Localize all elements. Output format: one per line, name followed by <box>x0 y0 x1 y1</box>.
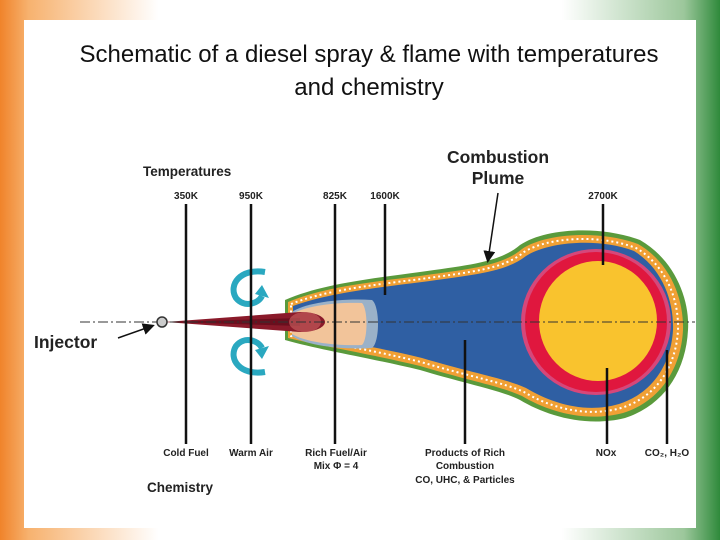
temp-label-825k: 825K <box>323 191 347 202</box>
chem-rich-mix: Mix Φ = 4 <box>313 461 359 472</box>
chem-products-line-2: Combustion <box>435 461 495 472</box>
title-line-2: and chemistry <box>294 74 444 101</box>
chem-products-line-3: CO, UHC, & Particles <box>415 475 515 486</box>
chem-co2-h2o: CO₂, H₂O <box>644 448 690 459</box>
temp-label-1600k: 1600K <box>370 191 400 202</box>
injector-pointer-arrow <box>118 326 152 338</box>
flame-yellow-core <box>539 261 657 381</box>
chemistry-heading: Chemistry <box>147 480 214 495</box>
injector-label: Injector <box>34 332 98 352</box>
chem-products-line-1: Products of Rich <box>424 448 506 459</box>
combustion-plume-line-2: Plume <box>471 168 525 188</box>
chem-cold-fuel: Cold Fuel <box>163 448 209 459</box>
temp-label-2700k: 2700K <box>588 191 618 202</box>
chem-rich-fuel-air: Rich Fuel/Air <box>305 448 367 459</box>
chem-warm-air: Warm Air <box>229 448 273 459</box>
temperatures-heading: Temperatures <box>143 164 232 179</box>
injector-tip <box>157 317 167 327</box>
chem-nox: NOx <box>595 448 617 459</box>
temp-label-350k: 350K <box>174 191 198 202</box>
combustion-plume-line-1: Combustion <box>446 147 550 167</box>
plume-pointer-arrow <box>488 193 498 260</box>
temp-label-950k: 950K <box>239 191 263 202</box>
title-line-1: Schematic of a diesel spray & flame with temperatures <box>79 41 659 68</box>
